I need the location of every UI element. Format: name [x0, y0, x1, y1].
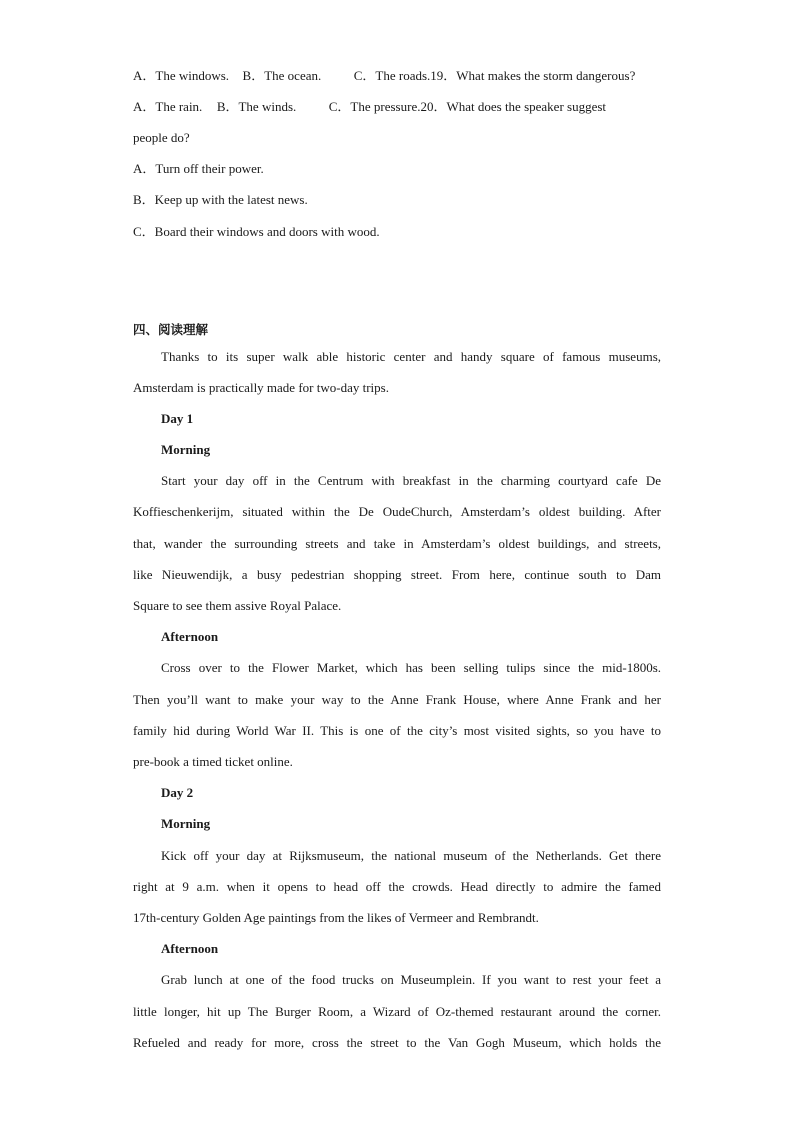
- intro-line-2: Amsterdam is practically made for two-day trips.: [133, 380, 389, 395]
- q18-options-line: [133, 68, 661, 84]
- day2-morning-line-3: 17th-century Golden Age paintings from the likes of Vermeer and Rembrandt.: [133, 910, 539, 925]
- day1-afternoon-heading: Afternoon: [161, 629, 219, 644]
- q18-option-b: B．The ocean.: [242, 68, 322, 83]
- intro-line-1: Thanks to its super walk able historic center and handy square of famous museums,: [161, 349, 661, 364]
- day1-morning-line-5: Square to see them assive Royal Palace.: [133, 598, 342, 613]
- q19-option-c-and-q20: C．The pressure.20．What does the speaker suggest: [328, 99, 607, 114]
- section-title: 四、阅读理解: [133, 322, 209, 337]
- q20-option-c: C．Board their windows and doors with wood.: [133, 224, 380, 239]
- q20-option-a: A．Turn off their power.: [133, 161, 264, 176]
- day1-afternoon-line-4: pre-book a timed ticket online.: [133, 754, 293, 769]
- day2-afternoon-heading: Afternoon: [161, 941, 219, 956]
- day2-heading: Day 2: [161, 785, 194, 800]
- day1-morning-line-4: like Nieuwendijk, a busy pedestrian shopping street. From here, continue south to Dam: [133, 567, 661, 582]
- day2-afternoon-line-3: Refueled and ready for more, cross the street to the Van Gogh Museum, which holds the: [133, 1035, 661, 1050]
- q19-option-a: A．The rain.: [133, 99, 203, 114]
- day1-afternoon-line-1: Cross over to the Flower Market, which has been selling tulips since the mid-1800s.: [161, 660, 661, 675]
- day1-morning-line-3: that, wander the surrounding streets and take in Amsterdam’s oldest buildings, and streets,: [133, 536, 661, 551]
- day2-morning-line-1: Kick off your day at Rijksmuseum, the national museum of the Netherlands. Get there: [161, 848, 661, 863]
- day1-afternoon-line-2: Then you’ll want to make your way to the Anne Frank House, where Anne Frank and her: [133, 692, 661, 707]
- q18-option-a: A．The windows.: [133, 68, 230, 83]
- day1-morning-line-2: Koffieschenkerijm, situated within the De OudeChurch, Amsterdam’s oldest building. After: [133, 504, 661, 519]
- q20-question-cont: people do?: [133, 130, 190, 145]
- q19-options-line: [133, 99, 661, 115]
- q20-option-b: B．Keep up with the latest news.: [133, 192, 308, 207]
- day2-morning-heading: Morning: [161, 816, 211, 831]
- day2-afternoon-line-2: little longer, hit up The Burger Room, a Wizard of Oz-themed restaurant around the corner.: [133, 1004, 661, 1019]
- day1-morning-heading: Morning: [161, 442, 211, 457]
- day2-afternoon-line-1: Grab lunch at one of the food trucks on Museumplein. If you want to rest your feet a: [161, 972, 661, 987]
- day1-morning-line-1: Start your day off in the Centrum with breakfast in the charming courtyard cafe De: [161, 473, 661, 488]
- day1-afternoon-line-3: family hid during World War II. This is one of the city’s most visited sights, so you have to: [133, 723, 661, 738]
- q18-option-c-and-q19: C．The roads.19．What makes the storm dangerous?: [353, 68, 636, 83]
- day2-morning-line-2: right at 9 a.m. when it opens to head off the crowds. Head directly to admire the famed: [133, 879, 661, 894]
- day1-heading: Day 1: [161, 411, 194, 426]
- q19-option-b: B．The winds.: [216, 99, 297, 114]
